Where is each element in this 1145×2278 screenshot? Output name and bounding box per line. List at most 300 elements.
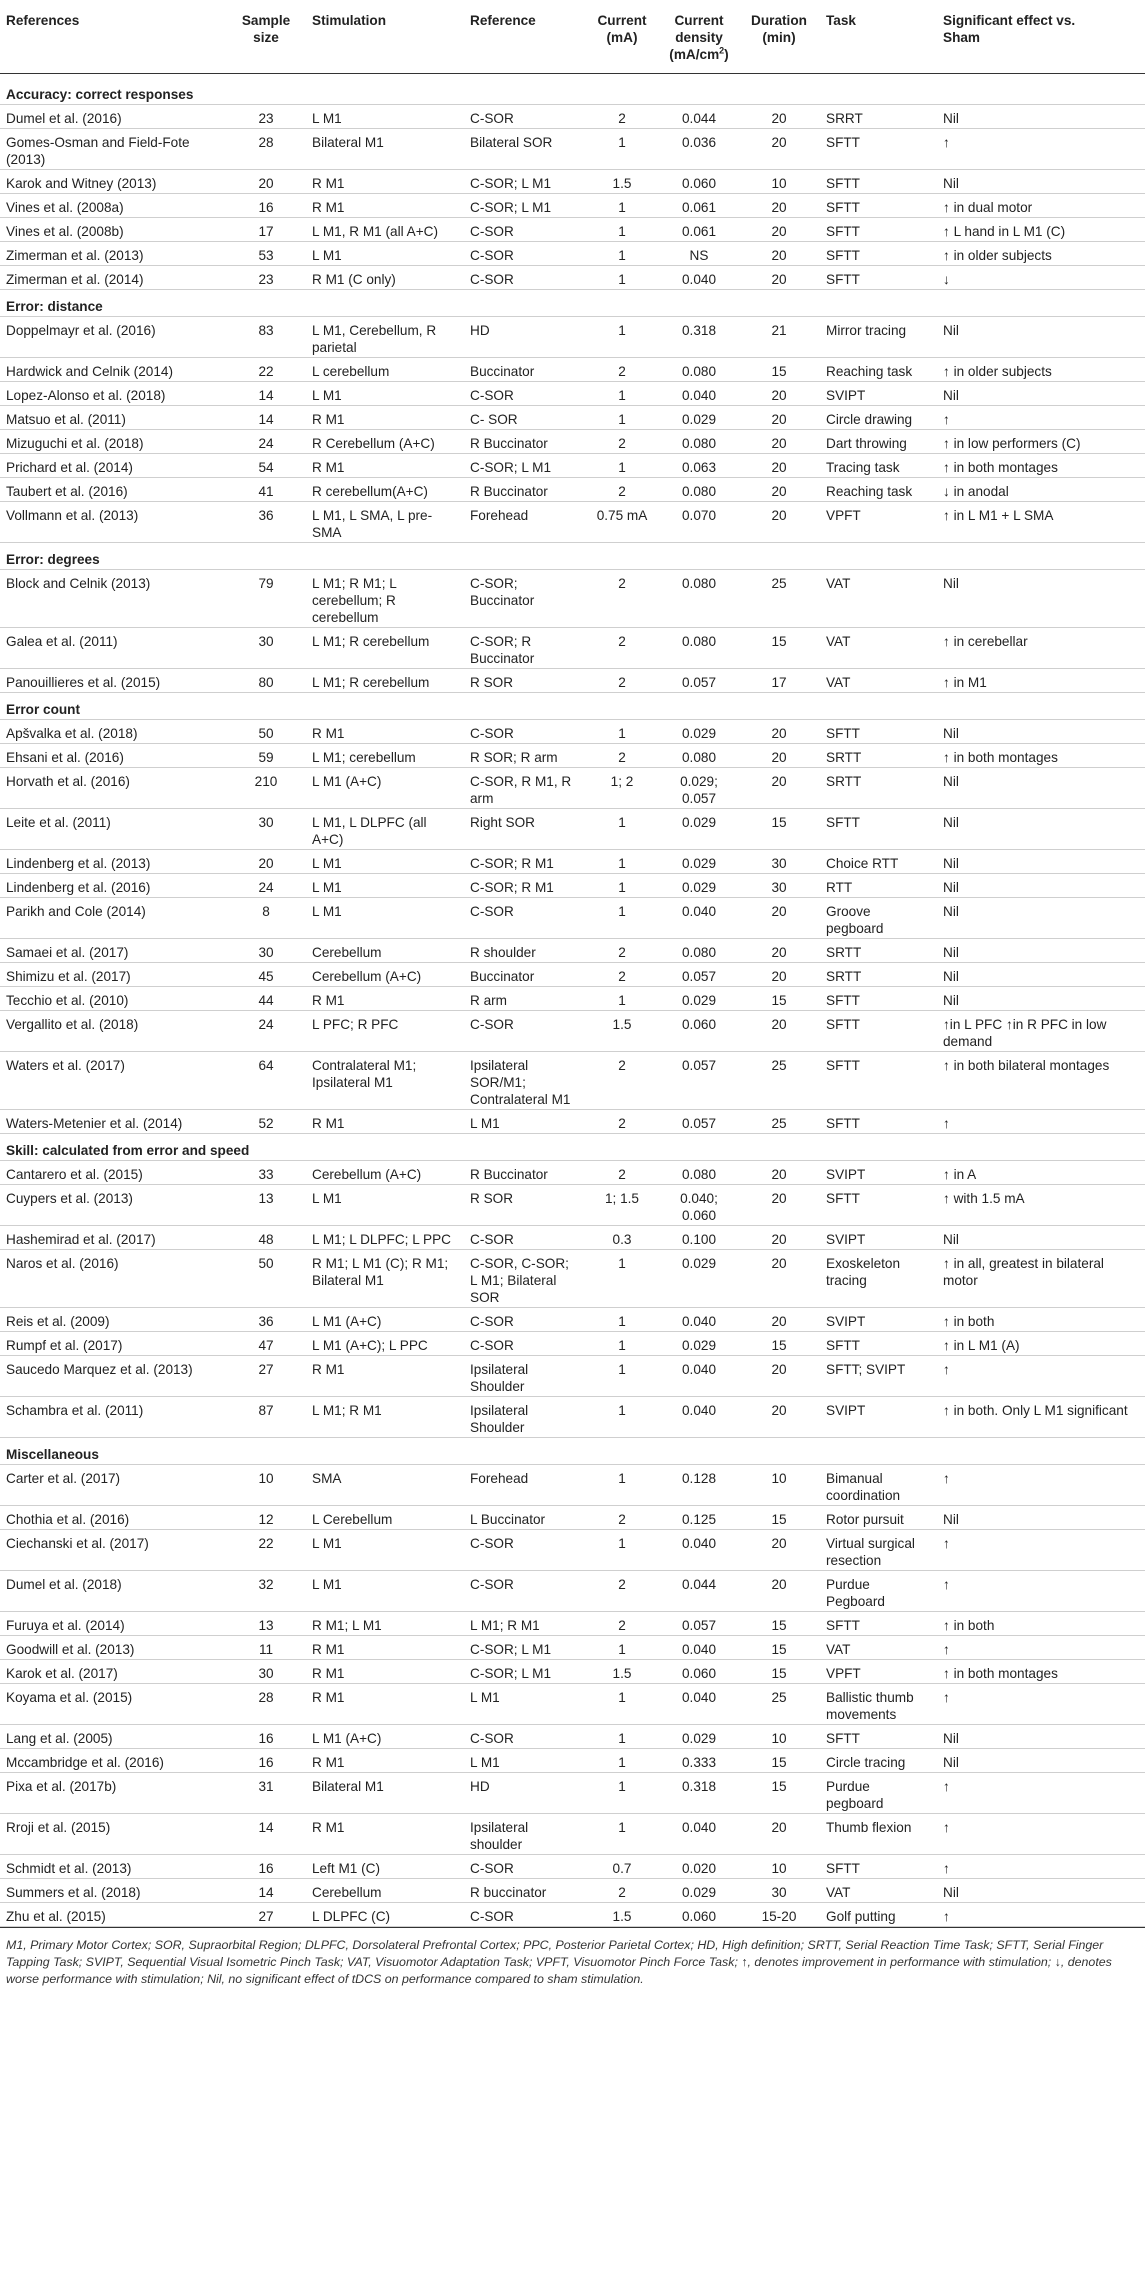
sample-size-cell: 36: [226, 502, 306, 543]
reference-electrode-cell: R arm: [464, 987, 584, 1011]
task-cell: SVIPT: [820, 382, 937, 406]
sample-size-cell: 47: [226, 1332, 306, 1356]
task-cell: Circle tracing: [820, 1749, 937, 1773]
duration-cell: 30: [738, 874, 820, 898]
reference-cell: Carter et al. (2017): [0, 1465, 226, 1506]
header-reference: Reference: [464, 0, 584, 74]
stimulation-cell: L M1: [306, 1571, 464, 1612]
reference-electrode-cell: C-SOR: [464, 1855, 584, 1879]
duration-cell: 20: [738, 768, 820, 809]
duration-cell: 20: [738, 105, 820, 129]
sample-size-cell: 44: [226, 987, 306, 1011]
task-cell: Reaching task: [820, 358, 937, 382]
current-cell: 1: [584, 1684, 660, 1725]
stimulation-cell: L PFC; R PFC: [306, 1011, 464, 1052]
reference-cell: Cuypers et al. (2013): [0, 1185, 226, 1226]
effect-cell: Nil: [937, 105, 1145, 129]
reference-electrode-cell: C-SOR; R M1: [464, 850, 584, 874]
current-cell: 2: [584, 1506, 660, 1530]
sample-size-cell: 33: [226, 1161, 306, 1185]
current-density-cell: 0.125: [660, 1506, 738, 1530]
effect-cell: ↑ in L M1 (A): [937, 1332, 1145, 1356]
current-density-cell: 0.029: [660, 406, 738, 430]
duration-cell: 20: [738, 1308, 820, 1332]
table-row: [0, 669, 1145, 693]
duration-cell: 20: [738, 1250, 820, 1308]
stimulation-cell: L M1: [306, 1530, 464, 1571]
effect-cell: ↑: [937, 1855, 1145, 1879]
sample-size-cell: 12: [226, 1506, 306, 1530]
effect-cell: ↑: [937, 406, 1145, 430]
current-cell: 1: [584, 1773, 660, 1814]
stimulation-cell: R M1; L M1 (C); R M1; Bilateral M1: [306, 1250, 464, 1308]
reference-cell: Gomes-Osman and Field-Fote (2013): [0, 129, 226, 170]
effect-cell: Nil: [937, 1506, 1145, 1530]
sample-size-cell: 14: [226, 1879, 306, 1903]
table-row: [0, 1684, 1145, 1725]
current-cell: 1: [584, 1356, 660, 1397]
stimulation-cell: Cerebellum: [306, 939, 464, 963]
sample-size-cell: 210: [226, 768, 306, 809]
current-density-cell: 0.061: [660, 194, 738, 218]
sample-size-cell: 83: [226, 317, 306, 358]
reference-electrode-cell: L M1: [464, 1749, 584, 1773]
stimulation-cell: L M1: [306, 382, 464, 406]
current-cell: 1: [584, 1530, 660, 1571]
task-cell: SFTT: [820, 987, 937, 1011]
task-cell: SRTT: [820, 939, 937, 963]
current-cell: 0.3: [584, 1226, 660, 1250]
reference-electrode-cell: Ipsilateral SOR/M1; Contralateral M1: [464, 1052, 584, 1110]
effect-cell: Nil: [937, 809, 1145, 850]
sample-size-cell: 20: [226, 850, 306, 874]
section-title: Accuracy: correct responses: [0, 74, 1145, 105]
stimulation-cell: L M1: [306, 105, 464, 129]
table-row: [0, 1356, 1145, 1397]
effect-cell: Nil: [937, 874, 1145, 898]
task-cell: Dart throwing: [820, 430, 937, 454]
table-body: [0, 74, 1145, 1927]
current-density-cell: 0.061: [660, 218, 738, 242]
effect-cell: Nil: [937, 720, 1145, 744]
reference-cell: Mizuguchi et al. (2018): [0, 430, 226, 454]
stimulation-cell: L M1; R cerebellum: [306, 669, 464, 693]
table-row: [0, 1397, 1145, 1438]
stimulation-cell: R M1: [306, 454, 464, 478]
table-row: [0, 1506, 1145, 1530]
reference-cell: Shimizu et al. (2017): [0, 963, 226, 987]
current-density-cell: 0.080: [660, 430, 738, 454]
current-density-cell: 0.057: [660, 1612, 738, 1636]
current-cell: 1: [584, 898, 660, 939]
reference-cell: Zimerman et al. (2014): [0, 266, 226, 290]
duration-cell: 20: [738, 382, 820, 406]
table-row: [0, 478, 1145, 502]
table-row: [0, 874, 1145, 898]
section-title: Skill: calculated from error and speed: [0, 1134, 1145, 1161]
reference-cell: Parikh and Cole (2014): [0, 898, 226, 939]
current-cell: 1: [584, 382, 660, 406]
current-cell: 2: [584, 963, 660, 987]
reference-cell: Samaei et al. (2017): [0, 939, 226, 963]
stimulation-cell: L M1 (A+C); L PPC: [306, 1332, 464, 1356]
task-cell: Ballistic thumb movements: [820, 1684, 937, 1725]
sample-size-cell: 22: [226, 358, 306, 382]
effect-cell: ↑ in both montages: [937, 454, 1145, 478]
duration-cell: 20: [738, 194, 820, 218]
effect-cell: ↑: [937, 129, 1145, 170]
table-row: [0, 129, 1145, 170]
reference-electrode-cell: C-SOR; L M1: [464, 454, 584, 478]
effect-cell: ↑: [937, 1684, 1145, 1725]
reference-electrode-cell: L Buccinator: [464, 1506, 584, 1530]
current-density-cell: 0.029; 0.057: [660, 768, 738, 809]
stimulation-cell: R M1: [306, 1356, 464, 1397]
effect-cell: ↑ L hand in L M1 (C): [937, 218, 1145, 242]
reference-cell: Leite et al. (2011): [0, 809, 226, 850]
reference-cell: Lindenberg et al. (2016): [0, 874, 226, 898]
effect-cell: ↑: [937, 1814, 1145, 1855]
stimulation-cell: R M1: [306, 406, 464, 430]
task-cell: SFTT: [820, 170, 937, 194]
reference-cell: Prichard et al. (2014): [0, 454, 226, 478]
table-row: [0, 628, 1145, 669]
task-cell: Purdue pegboard: [820, 1773, 937, 1814]
reference-electrode-cell: Bilateral SOR: [464, 129, 584, 170]
stimulation-cell: L M1 (A+C): [306, 1308, 464, 1332]
reference-electrode-cell: C-SOR; L M1: [464, 194, 584, 218]
table-row: [0, 1161, 1145, 1185]
duration-cell: 20: [738, 939, 820, 963]
sample-size-cell: 45: [226, 963, 306, 987]
reference-cell: Matsuo et al. (2011): [0, 406, 226, 430]
effect-cell: ↑: [937, 1110, 1145, 1134]
current-cell: 1: [584, 1636, 660, 1660]
effect-cell: ↑ in older subjects: [937, 242, 1145, 266]
reference-cell: Rumpf et al. (2017): [0, 1332, 226, 1356]
reference-cell: Rroji et al. (2015): [0, 1814, 226, 1855]
reference-electrode-cell: C-SOR: [464, 1903, 584, 1927]
task-cell: SFTT: [820, 129, 937, 170]
sample-size-cell: 64: [226, 1052, 306, 1110]
duration-cell: 25: [738, 1110, 820, 1134]
reference-cell: Tecchio et al. (2010): [0, 987, 226, 1011]
reference-cell: Block and Celnik (2013): [0, 570, 226, 628]
task-cell: SRRT: [820, 105, 937, 129]
duration-cell: 20: [738, 129, 820, 170]
duration-cell: 15: [738, 358, 820, 382]
table-header: [0, 0, 1145, 74]
stimulation-cell: SMA: [306, 1465, 464, 1506]
effect-cell: ↑ in both bilateral montages: [937, 1052, 1145, 1110]
current-density-cell: 0.080: [660, 478, 738, 502]
table-footnote: M1, Primary Motor Cortex; SOR, Supraorbital Region; DLPFC, Dorsolateral Prefrontal Cortex; PPC, Posterior Parietal Cortex; HD, High definition; SRTT, Serial Reaction Time Task; SFTT, Serial Finger Tapping Task; SVIPT, Sequential Visual Isometric Pinch Task; VAT, Visuomotor Adaptation Task; VPFT, Visuomotor Pinch Force Task; ↑, denotes improvement in performance with stimulation; ↓, denotes worse performance with stimulation; Nil, no significant effect of tDCS on performance compared to sham stimulation.: [0, 1927, 1145, 1988]
current-density-cell: 0.029: [660, 720, 738, 744]
reference-electrode-cell: C-SOR; R Buccinator: [464, 628, 584, 669]
current-cell: 1: [584, 266, 660, 290]
current-cell: 1: [584, 1725, 660, 1749]
sample-size-cell: 59: [226, 744, 306, 768]
current-cell: 1: [584, 1465, 660, 1506]
reference-electrode-cell: Ipsilateral shoulder: [464, 1814, 584, 1855]
task-cell: VAT: [820, 628, 937, 669]
duration-cell: 15: [738, 1332, 820, 1356]
current-cell: 1.5: [584, 1660, 660, 1684]
sample-size-cell: 8: [226, 898, 306, 939]
task-cell: SFTT: [820, 218, 937, 242]
duration-cell: 15: [738, 1660, 820, 1684]
duration-cell: 20: [738, 1397, 820, 1438]
stimulation-cell: L M1; L DLPFC; L PPC: [306, 1226, 464, 1250]
reference-electrode-cell: L M1: [464, 1684, 584, 1725]
task-cell: SFTT: [820, 1855, 937, 1879]
reference-electrode-cell: C-SOR: [464, 1332, 584, 1356]
task-cell: SVIPT: [820, 1226, 937, 1250]
table-row: [0, 170, 1145, 194]
task-cell: SFTT: [820, 1011, 937, 1052]
table-row: [0, 430, 1145, 454]
current-density-cell: 0.063: [660, 454, 738, 478]
stimulation-cell: L M1, Cerebellum, R parietal: [306, 317, 464, 358]
table-row: [0, 1636, 1145, 1660]
table-row: [0, 570, 1145, 628]
current-density-cell: 0.040: [660, 1308, 738, 1332]
task-cell: Tracing task: [820, 454, 937, 478]
task-cell: SFTT: [820, 1185, 937, 1226]
table-row: [0, 963, 1145, 987]
header-significant-effect: Significant effect vs. Sham: [937, 0, 1145, 74]
stimulation-cell: L M1: [306, 850, 464, 874]
current-density-cell: 0.080: [660, 744, 738, 768]
reference-cell: Pixa et al. (2017b): [0, 1773, 226, 1814]
effect-cell: Nil: [937, 898, 1145, 939]
reference-cell: Zhu et al. (2015): [0, 1903, 226, 1927]
table-row: [0, 105, 1145, 129]
sample-size-cell: 17: [226, 218, 306, 242]
sample-size-cell: 30: [226, 1660, 306, 1684]
stimulation-cell: L M1; R M1; L cerebellum; R cerebellum: [306, 570, 464, 628]
sample-size-cell: 16: [226, 1749, 306, 1773]
table-row: [0, 1011, 1145, 1052]
reference-cell: Panouillieres et al. (2015): [0, 669, 226, 693]
reference-electrode-cell: C-SOR; L M1: [464, 1660, 584, 1684]
duration-cell: 17: [738, 669, 820, 693]
table-row: [0, 850, 1145, 874]
stimulation-cell: L M1 (A+C): [306, 768, 464, 809]
sample-size-cell: 11: [226, 1636, 306, 1660]
reference-cell: Chothia et al. (2016): [0, 1506, 226, 1530]
current-cell: 1: [584, 194, 660, 218]
task-cell: Rotor pursuit: [820, 1506, 937, 1530]
reference-electrode-cell: R SOR: [464, 669, 584, 693]
sample-size-cell: 30: [226, 809, 306, 850]
table-row: [0, 382, 1145, 406]
duration-cell: 25: [738, 1684, 820, 1725]
duration-cell: 20: [738, 454, 820, 478]
current-cell: 1: [584, 720, 660, 744]
effect-cell: ↑ in all, greatest in bilateral motor: [937, 1250, 1145, 1308]
table-row: [0, 1185, 1145, 1226]
task-cell: SFTT: [820, 809, 937, 850]
stimulation-cell: Left M1 (C): [306, 1855, 464, 1879]
table-row: [0, 406, 1145, 430]
current-cell: 2: [584, 1571, 660, 1612]
effect-cell: Nil: [937, 570, 1145, 628]
stimulation-cell: R M1: [306, 1814, 464, 1855]
stimulation-cell: R M1: [306, 1684, 464, 1725]
task-cell: Virtual surgical resection: [820, 1530, 937, 1571]
task-cell: VAT: [820, 669, 937, 693]
effect-cell: ↓ in anodal: [937, 478, 1145, 502]
current-cell: 2: [584, 1052, 660, 1110]
sample-size-cell: 13: [226, 1185, 306, 1226]
reference-electrode-cell: Buccinator: [464, 358, 584, 382]
sample-size-cell: 16: [226, 1855, 306, 1879]
current-density-cell: 0.029: [660, 987, 738, 1011]
sample-size-cell: 30: [226, 939, 306, 963]
reference-cell: Vines et al. (2008a): [0, 194, 226, 218]
task-cell: VAT: [820, 1636, 937, 1660]
current-cell: 1.5: [584, 170, 660, 194]
duration-cell: 15-20: [738, 1903, 820, 1927]
duration-cell: 20: [738, 1530, 820, 1571]
duration-cell: 20: [738, 218, 820, 242]
task-cell: SFTT; SVIPT: [820, 1356, 937, 1397]
sample-size-cell: 24: [226, 1011, 306, 1052]
reference-electrode-cell: L M1: [464, 1110, 584, 1134]
current-cell: 1: [584, 1814, 660, 1855]
reference-cell: Waters et al. (2017): [0, 1052, 226, 1110]
sample-size-cell: 23: [226, 105, 306, 129]
current-density-cell: 0.029: [660, 1332, 738, 1356]
reference-electrode-cell: C-SOR: [464, 218, 584, 242]
stimulation-cell: R M1: [306, 720, 464, 744]
current-density-cell: 0.318: [660, 1773, 738, 1814]
reference-cell: Koyama et al. (2015): [0, 1684, 226, 1725]
table-row: [0, 218, 1145, 242]
reference-electrode-cell: Forehead: [464, 502, 584, 543]
sample-size-cell: 52: [226, 1110, 306, 1134]
sample-size-cell: 14: [226, 1814, 306, 1855]
duration-cell: 15: [738, 1506, 820, 1530]
section-title: Error: distance: [0, 290, 1145, 317]
effect-cell: ↓: [937, 266, 1145, 290]
table-row: [0, 1465, 1145, 1506]
effect-cell: ↑ in both montages: [937, 744, 1145, 768]
reference-electrode-cell: R shoulder: [464, 939, 584, 963]
effect-cell: Nil: [937, 963, 1145, 987]
task-cell: SFTT: [820, 720, 937, 744]
duration-cell: 20: [738, 406, 820, 430]
effect-cell: ↑ in both: [937, 1308, 1145, 1332]
duration-cell: 20: [738, 1185, 820, 1226]
reference-cell: Dumel et al. (2018): [0, 1571, 226, 1612]
reference-cell: Goodwill et al. (2013): [0, 1636, 226, 1660]
reference-cell: Hardwick and Celnik (2014): [0, 358, 226, 382]
task-cell: SFTT: [820, 242, 937, 266]
reference-electrode-cell: C-SOR: [464, 720, 584, 744]
current-cell: 1: [584, 850, 660, 874]
reference-cell: Dumel et al. (2016): [0, 105, 226, 129]
duration-cell: 15: [738, 1636, 820, 1660]
current-density-cell: 0.040: [660, 898, 738, 939]
duration-cell: 20: [738, 963, 820, 987]
task-cell: Bimanual coordination: [820, 1465, 937, 1506]
stimulation-cell: Cerebellum (A+C): [306, 963, 464, 987]
sample-size-cell: 27: [226, 1903, 306, 1927]
reference-cell: Zimerman et al. (2013): [0, 242, 226, 266]
reference-cell: Waters-Metenier et al. (2014): [0, 1110, 226, 1134]
reference-cell: Horvath et al. (2016): [0, 768, 226, 809]
reference-electrode-cell: C-SOR; R M1: [464, 874, 584, 898]
task-cell: SFTT: [820, 1612, 937, 1636]
table-row: [0, 809, 1145, 850]
table-row: [0, 898, 1145, 939]
sample-size-cell: 14: [226, 382, 306, 406]
task-cell: SFTT: [820, 1110, 937, 1134]
duration-cell: 20: [738, 1226, 820, 1250]
duration-cell: 20: [738, 1011, 820, 1052]
current-density-cell: 0.080: [660, 570, 738, 628]
table-row: [0, 1226, 1145, 1250]
reference-cell: Summers et al. (2018): [0, 1879, 226, 1903]
sample-size-cell: 30: [226, 628, 306, 669]
current-density-cell: 0.044: [660, 1571, 738, 1612]
duration-cell: 10: [738, 170, 820, 194]
effect-cell: ↑: [937, 1903, 1145, 1927]
effect-cell: ↑in L PFC ↑in R PFC in low demand: [937, 1011, 1145, 1052]
sample-size-cell: 87: [226, 1397, 306, 1438]
task-cell: VPFT: [820, 1660, 937, 1684]
duration-cell: 15: [738, 1749, 820, 1773]
current-cell: 1: [584, 1397, 660, 1438]
current-cell: 1: [584, 874, 660, 898]
reference-electrode-cell: C-SOR; L M1: [464, 170, 584, 194]
stimulation-cell: L M1: [306, 898, 464, 939]
current-density-cell: 0.333: [660, 1749, 738, 1773]
current-cell: 1: [584, 129, 660, 170]
task-cell: Purdue Pegboard: [820, 1571, 937, 1612]
duration-cell: 15: [738, 987, 820, 1011]
duration-cell: 20: [738, 1571, 820, 1612]
duration-cell: 20: [738, 1356, 820, 1397]
reference-electrode-cell: C-SOR: [464, 242, 584, 266]
effect-cell: ↑ in L M1 + L SMA: [937, 502, 1145, 543]
duration-cell: 20: [738, 744, 820, 768]
duration-cell: 21: [738, 317, 820, 358]
reference-cell: Furuya et al. (2014): [0, 1612, 226, 1636]
task-cell: Choice RTT: [820, 850, 937, 874]
reference-cell: Karok and Witney (2013): [0, 170, 226, 194]
current-density-cell: 0.040: [660, 1684, 738, 1725]
current-density-cell: 0.080: [660, 358, 738, 382]
reference-electrode-cell: C-SOR: [464, 266, 584, 290]
task-cell: Thumb flexion: [820, 1814, 937, 1855]
current-cell: 2: [584, 1879, 660, 1903]
task-cell: VPFT: [820, 502, 937, 543]
current-density-cell: 0.044: [660, 105, 738, 129]
stimulation-cell: R M1: [306, 1636, 464, 1660]
duration-cell: 20: [738, 720, 820, 744]
header-task: Task: [820, 0, 937, 74]
stimulation-cell: R M1; L M1: [306, 1612, 464, 1636]
current-cell: 1: [584, 406, 660, 430]
reference-cell: Hashemirad et al. (2017): [0, 1226, 226, 1250]
current-density-cell: 0.080: [660, 939, 738, 963]
table-row: [0, 744, 1145, 768]
header-sample-size: Sample size: [226, 0, 306, 74]
sample-size-cell: 53: [226, 242, 306, 266]
